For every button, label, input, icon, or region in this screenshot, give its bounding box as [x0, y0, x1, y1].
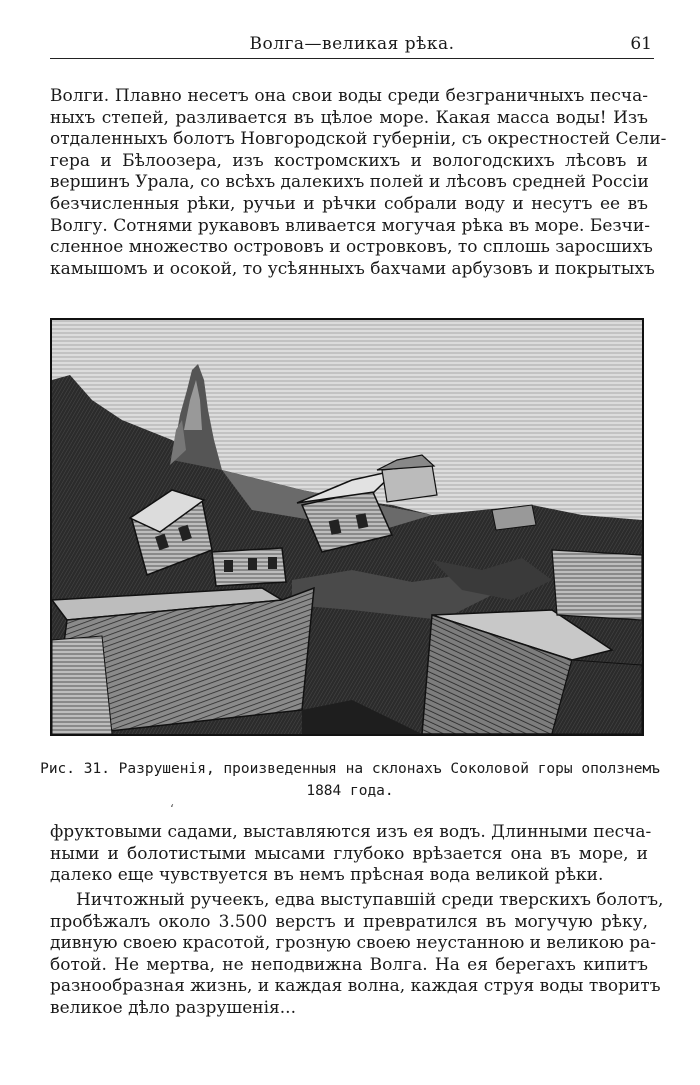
text-line: великое дѣло разрушенія... [50, 997, 296, 1018]
landslide-engraving [52, 320, 642, 734]
text-line: сленное множество острововъ и островковъ, то сплошь заросшихъ [50, 237, 653, 258]
page-number: 61 [630, 34, 652, 54]
caption-line: 1884 года. [306, 783, 394, 799]
figure-caption [40, 758, 660, 802]
text-line: Волги. Плавно несетъ она свои воды среди безграничныхъ песча- [50, 86, 648, 106]
text-line: гера и Бѣлоозера, изъ костромскихъ и вологодскихъ лѣсовъ и [50, 150, 648, 171]
text-line: разнообразная жизнь, и каждая волна, каждая струя воды творитъ [50, 976, 661, 997]
text-line: Ничтожный ручеекъ, едва выступавшій среди тверскихъ болотъ, [76, 890, 664, 910]
running-head [50, 34, 654, 59]
text-line: камышомъ и осокой, то усѣянныхъ бахчами арбузовъ и покрытыхъ [50, 258, 655, 279]
text-line: ными и болотистыми мысами глубоко врѣзается она въ море, и [50, 843, 648, 864]
text-line: ныхъ степей, разливается въ цѣлое море. Какая масса воды! Изъ [50, 107, 648, 128]
text-line: вершинъ Урала, со всѣхъ далекихъ полей и лѣсовъ средней Россіи [50, 172, 649, 193]
text-line: ботой. Не мертва, не неподвижна Волга. На ея берегахъ кипитъ [50, 954, 648, 975]
text-line: отдаленныхъ болотъ Новгородской губерніи, съ окрестностей Сели- [50, 129, 667, 150]
text-line: далеко еще чувствуется въ немъ прѣсная вода великой рѣки. [50, 865, 604, 886]
figure-illustration [50, 318, 644, 736]
text-line: Волгу. Сотнями рукавовъ вливается могучая рѣка въ море. Безчи- [50, 215, 650, 236]
text-line: дивную своею красотой, грозную своею неустанною и великою ра- [50, 933, 656, 954]
paragraph-2 [50, 822, 652, 887]
paragraph-1 [50, 86, 667, 280]
caption-line: Рис. 31. Разрушенія, произведенныя на склонахъ Соколовой горы оползнемъ [40, 761, 660, 777]
running-title: Волга—великая рѣка. [249, 34, 455, 54]
stray-ink-mark: ‘ [170, 802, 174, 816]
text-line: пробѣжалъ около 3.500 верстъ и превратился въ могучую рѣку, [50, 911, 648, 932]
text-line: безчисленныя рѣки, ручьи и рѣчки собрали воду и несутъ ее въ [50, 193, 648, 214]
text-line: фруктовыми садами, выставляются изъ ея водъ. Длинными песча- [50, 822, 652, 842]
paragraph-3 [50, 890, 664, 1020]
